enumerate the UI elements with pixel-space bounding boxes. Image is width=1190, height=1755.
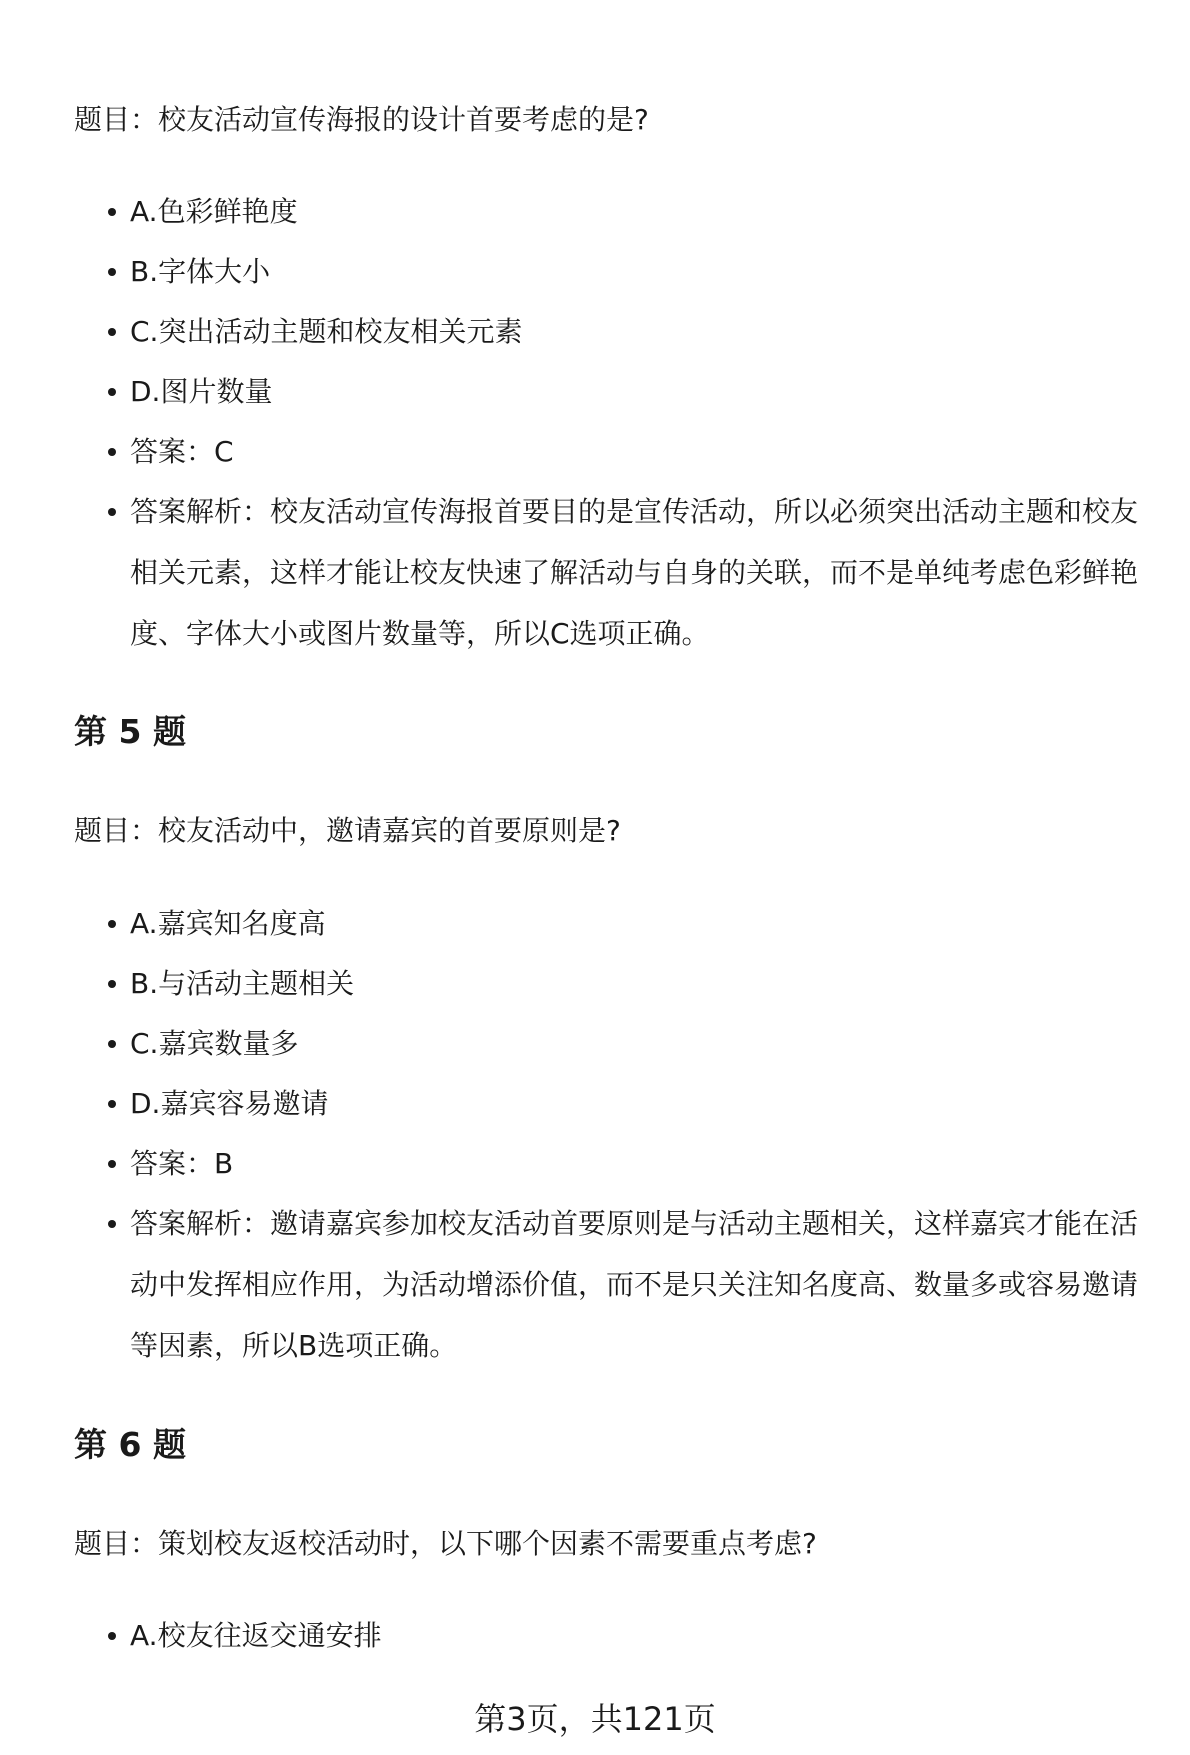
question-5-option-c: C.嘉宾数量多 [130, 1013, 1160, 1074]
question-5-heading: 第 5 题 [74, 712, 186, 751]
question-5-answer: 答案：B [130, 1133, 1160, 1194]
question-4-stem: 题目：校友活动宣传海报的设计首要考虑的是? [74, 103, 649, 136]
question-4-explanation: 答案解析：校友活动宣传海报首要目的是宣传活动，所以必须突出活动主题和校友相关元素，这样才能让校友快速了解活动与自身的关联，而不是单纯考虑色彩鲜艳度、字体大小或图片数量等，所以C选项正确。 [130, 481, 1160, 664]
question-4-option-a: A.色彩鲜艳度 [130, 181, 1160, 242]
question-4-option-c: C.突出活动主题和校友相关元素 [130, 301, 1160, 362]
question-5-option-d: D.嘉宾容易邀请 [130, 1073, 1160, 1134]
page-number-footer: 第3页，共121页 [474, 1700, 716, 1738]
question-6-stem: 题目：策划校友返校活动时，以下哪个因素不需要重点考虑? [74, 1527, 817, 1560]
question-4-answer: 答案：C [130, 421, 1160, 482]
question-6-option-a: A.校友往返交通安排 [130, 1605, 1160, 1666]
question-6-heading: 第 6 题 [74, 1425, 186, 1464]
question-5-explanation: 答案解析：邀请嘉宾参加校友活动首要原则是与活动主题相关，这样嘉宾才能在活动中发挥相应作用，为活动增添价值，而不是只关注知名度高、数量多或容易邀请等因素，所以B选项正确。 [130, 1193, 1160, 1376]
question-4-option-b: B.字体大小 [130, 241, 1160, 302]
question-4-option-d: D.图片数量 [130, 361, 1160, 422]
question-5-option-a: A.嘉宾知名度高 [130, 893, 1160, 954]
question-5-option-b: B.与活动主题相关 [130, 953, 1160, 1014]
question-5-stem: 题目：校友活动中，邀请嘉宾的首要原则是? [74, 814, 621, 847]
